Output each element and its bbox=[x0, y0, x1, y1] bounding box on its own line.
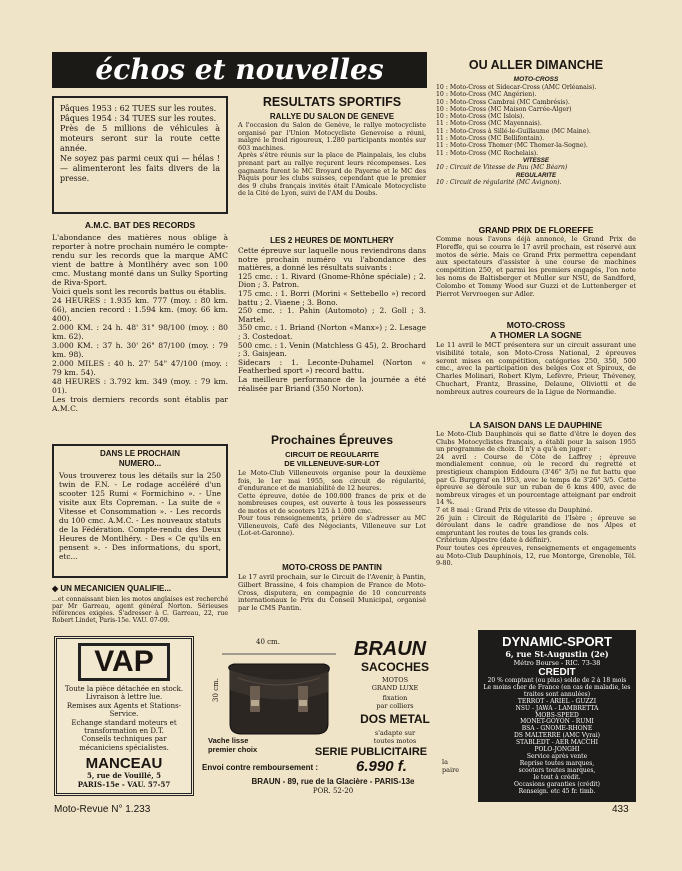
dauphine-heading: LA SAISON DANS LE DAUPHINE bbox=[469, 420, 603, 430]
thomer-text: Le 11 avril le MCT présentera sur un circuit assurant une visibilité totale, son Moto-Cross National, 2 épreuves seront mises en compétition, catégories 250, 350, 500 cmc., avec la participation des belges Cox et Spiroux, de Charles Molinari, Robert Klym, Lefèvre, Prieur, Théveney, Chuchart, Frantz, Brassine, Delaune, Oliviotti et de nombreux autres coureurs de la Ligue de Normandie. bbox=[436, 341, 636, 396]
mechanic-text: ...et connaissant bien les motos anglaises est recherché par Mr Garreau, agent général Norton. Sérieuses références exigées. S'adresser à C. Garreau, 22, rue Robert Lindet, Paris-15e. VAU. 07-09. bbox=[52, 596, 228, 624]
braun-price: 6.990 f. bbox=[356, 758, 407, 775]
list-item: 11 : Moto-Cross (MC Mayennais). bbox=[436, 120, 542, 128]
braun-sub: MOTOS GRAND LUXE bbox=[371, 676, 419, 692]
motocross-label: MOTO-CROSS bbox=[513, 76, 559, 83]
geneva-heading: RALLYE DU SALON DE GENEVE bbox=[269, 112, 395, 121]
dauphine-text: Le Moto-Club Dauphinois qui se flatte d'être le doyen des Clubs Motocyclistes français, a établi pour la saison 1955 un programme de choix. Il n'y a qu'à en juger : 24 avril : Course de Côte de Laffrey ; épreuve mondialement connue, où le record du regretté et prestigieux champion Eddoura (3'46" 3/5) ne fut battu que par G. Burggraf en 1953, avec le temps de 3'26" 3/5. Cette épreuve se déroule sur un ruban de 6 kms 400, avec de nombreux virages et un pourcentage atteignant par endroit 14 %. 7 et 8 mai : Grand Prix de vitesse du Dauphiné. 26 juin : Circuit de Régularité de l'Isère ; épreuve se déroulant dans le cadre grandiose de nos Alpes et empruntant les routes de tous les grands cols. Critérium Alpestre (date à définir). Pour toutes ces épreuves, renseignements et engagements au Moto-Club Dauphinois, 12, rue Montorge, Grenoble, Tél. 9-80. bbox=[436, 430, 636, 568]
villeneuve-heading: CIRCUIT DE REGULARITE DE VILLENEUVE-SUR-LOT bbox=[284, 450, 380, 468]
mechanic-heading: ◆ UN MECANICIEN QUALIFIE... bbox=[52, 584, 172, 593]
montlhery-text: Cette épreuve sur laquelle nous reviendrons dans notre prochain numéro vu l'abondance des matières, a donné les résultats suivants : 125 cmc. : 1. Rivard (Gnome-Rhône spéciale) ; 2. Dion ; 3. Patron. 175 cmc. : 1. Borri (Morini « Settebello ») record battu ; 2. Viaene ; 3. Bono. 250 cmc. : 1. Pahin (Automoto) ; 2. Goll ; 3. Martel. 350 cmc. : 1. Briand (Norton «Manx») ; 2. Lesage ; 3. Costedoat. 500 cmc. : 1. Venin (Matchless G 45), 2. Brochard ; 3. Gaisjean. Sidecars : 1. Leconte-Duhamel (Norton « Featherbed sport ») record battu. La meilleure performance de la journée a été réalisée par Briand (350 Norton). bbox=[238, 246, 426, 393]
vap-text: Toute la pièce détachée en stock. Livraison à lettre lue. Remises aux Agents et Stations-Service. Echange standard moteurs et transformation en D.T. Conseils techniques par mécaniciens spécialistes. bbox=[64, 685, 184, 752]
list-item: 10 : Moto-Cross (MC Angérien). bbox=[436, 91, 537, 99]
pantin-text: Le 17 avril prochain, sur le Circuit de l'Avenir, à Pantin, Gilbert Brassine, 4 fois champion de France de Moto-Cross, disputera, en compagnie de 10 concurrents internationaux le Prix du Conseil Municipal, organisé par le CMS Pantin. bbox=[238, 573, 426, 613]
braun-metal: DOS METAL bbox=[360, 712, 430, 726]
villeneuve-text: Le Moto-Club Villeneuvois organise pour la deuxième fois, le 1er mai 1955, son circuit de régularité, d'endurance et de maniabilité de 12 heures. Cette épreuve, dotée de 100.000 francs de prix et de nombreuses coupes, est ouverte à tous les possesseurs de motos et de scooters 125 à 1.000 cmc. Pour tous renseignements, prière de s'adresser au MC Villeneuvois, Café des Négociants, Villeneuve sur Lot (Lot-et-Garonne). bbox=[238, 469, 426, 537]
results-heading: RESULTATS SPORTIFS bbox=[262, 95, 402, 109]
dynamic-address: 6, rue St-Augustin (2e) bbox=[505, 649, 609, 659]
geneva-text: A l'occasion du Salon de Genève, le rallye motocycliste organisé par l'Union Motocycliste Genevoise a réuni, malgré le froid rigoureux, 1.280 participants montés sur 603 machines. Après s'être réunis sur la place de Plainpalais, les clubs prenant part au rallye reçurent leurs récompenses. Les gagnants furent le MC Broyard de Payerne et le MC des Pâquis pour les clubs suisses, cependant que le premier des 9 clubs français invités était l'Amicale Motocycliste de la Cité de Lyon, suivi de l'AM du Doubs. bbox=[238, 121, 426, 198]
braun-product: SACOCHES bbox=[360, 660, 429, 674]
list-item: 11 : Moto-Cross (MC Bellifontain). bbox=[436, 135, 545, 143]
section-banner: échos et nouvelles bbox=[52, 52, 427, 88]
next-issue-box bbox=[52, 444, 228, 578]
braun-dim-height: 30 cm. bbox=[211, 678, 220, 702]
list-item: 11 : Moto-Cross (MC Rochelais). bbox=[436, 149, 539, 157]
list-item: 11 : Moto-Cross Thomer (MC Thomer-la-Sogne). bbox=[436, 142, 588, 150]
floreffe-text: Comme nous l'avons déjà annoncé, le Grand Prix de Floreffe, qui se courra le 17 avril prochain, est réservé aux motos de série. Mais ce Grand Prix permettra cependant aux spectateurs d'assister à une course de machines compétition 250, et parmi les premiers engagés, l'on note les noms de Baltisberger et Muller sur NSU, de Sandford, Colombo et Tommy Wood sur Guzzi et de Luttenberger et Pierrot Vervroegen sur Adler. bbox=[436, 235, 636, 298]
dynamic-text: 20 % comptant (ou plus) solde de 2 à 18 mois Le moins cher de France (en cas de maladie, les traites sont annulées) TERROT - ARIEL - GUZZI NSU - JAWA - LAMBRETTA MOBS-SPEED MONET-GOYON - RUMI BSA - GNOME-RHONE DS MALTERRE (AMC Vyrai) STABLEDT - AER MACCHI POLO-JONGHI Service après vente Reprise toutes marques, scooters toutes marques, le tout à crédit. Occasions garanties (crédit) Renseign. etc 45 fr. timb. bbox=[483, 677, 631, 795]
braun-serie: SERIE PUBLICITAIRE bbox=[314, 746, 428, 758]
footer-page-number: 433 bbox=[612, 804, 629, 815]
dynamic-credit: CREDIT bbox=[538, 667, 576, 678]
braun-paire: la paire bbox=[442, 758, 460, 774]
montlhery-heading: LES 2 HEURES DE MONTLHERY bbox=[270, 236, 394, 245]
sunday-list bbox=[436, 84, 636, 186]
thomer-heading: MOTO-CROSS A THOMER LA SOGNE bbox=[490, 320, 582, 340]
list-item: 10 : Moto-Cross (MC Islois). bbox=[436, 113, 525, 121]
events-heading: Prochaines Épreuves bbox=[270, 433, 394, 447]
dynamic-sport-ad bbox=[478, 630, 636, 802]
braun-logo: BRAUN bbox=[353, 638, 427, 660]
list-item: 10 : Circuit de Vitesse de Pau (MC Béarn) bbox=[436, 164, 568, 172]
vap-ad bbox=[54, 636, 194, 796]
list-item: 10 : Moto-Cross Cambrai (MC Cambrésis). bbox=[436, 98, 570, 106]
dynamic-metro: Métro Bourse - RIC. 73-38 bbox=[513, 659, 601, 667]
braun-envoi: Envoi contre remboursement : bbox=[202, 763, 319, 772]
braun-phone: POR. 52-20 bbox=[312, 787, 354, 795]
vap-name: MANCEAU bbox=[85, 755, 163, 773]
braun-ad bbox=[198, 636, 466, 796]
safety-box bbox=[52, 96, 228, 214]
dynamic-logo: DYNAMIC-SPORT bbox=[502, 634, 612, 649]
saddlebag-illustration bbox=[220, 648, 338, 738]
amc-text: L'abondance des matières nous oblige à reporter à notre prochain numéro le compte-rendu sur les records que la marque AMC vient de battre à Montlhéry avec son 100 cmc. Mustang monté dans un Sulky Sporting de Riva-Sport. Voici quels sont les records battus ou établis. 24 HEURES : 1.935 km. 777 (moy. : 80 km. 66), ancien record : 1.594 km. (moy. 66 km. 400). 2.000 KM. : 24 h. 48' 31" 98/100 (moy. : 80 km. 62). 3.000 KM. : 37 h. 30' 26" 87/100 (moy. : 79 km. 98). 2.000 MILES : 40 h. 27' 54" 47/100 (moy. : 79 km. 54). 48 HEURES : 3.792 km. 349 (moy. : 79 km. 01). Les trois derniers records sont établis par A.M.C. bbox=[52, 233, 228, 413]
next-issue-text: Vous trouverez tous les détails sur la 250 twin de F.N. - Le rodage accéléré d'un scooter 125 Rumi « Formichino ». - Une visite aux Ets Copreman. - La suite de « Vitesse et Consommation ». - Les records du 100 cmc. A.M.C. - Les nouveaux statuts de la Fédération. Compte-rendu des Deux Heures de Montlhéry. - Des « Ce qu'ils en pensent ». - Des informations, du sport, etc... bbox=[59, 471, 221, 561]
floreffe-heading: GRAND PRIX DE FLOREFFE bbox=[478, 225, 594, 235]
sunday-heading: OU ALLER DIMANCHE bbox=[468, 58, 604, 72]
amc-heading: A.M.C. BAT DES RECORDS bbox=[84, 220, 196, 230]
list-item: 10 : Moto-Cross (MC Maison Carrée-Alger) bbox=[436, 105, 572, 113]
vap-address: 5, rue de Vouillé, 5 PARIS-15e - VAU. 57-57 bbox=[77, 771, 171, 789]
list-item: 10 : Moto-Cross et Sidecar-Cross (AMC Orléanais). bbox=[436, 84, 597, 91]
vap-logo: VAP bbox=[78, 643, 170, 681]
list-item: 10 : Circuit de régularité (MC Avignon). bbox=[436, 178, 562, 186]
list-item: 11 : Moto-Cross à Sillé-le-Guillaume (MC Maine). bbox=[436, 127, 591, 135]
regularite-label: REGULARITE bbox=[515, 171, 557, 179]
safety-text: Pâques 1953 : 62 TUES sur les routes. Pâques 1954 : 34 TUES sur les routes. Près de 5 millions de véhicules à moteurs seront sur la route cette année. Ne soyez pas parmi ceux qui — hélas ! — alimenteront les faits divers de la presse. bbox=[60, 104, 220, 183]
vitesse-label: VITESSE bbox=[522, 156, 550, 164]
braun-dim-width: 40 cm. bbox=[256, 638, 280, 646]
braun-adapt: s'adapte sur toutes motos bbox=[373, 729, 417, 745]
pantin-heading: MOTO-CROSS DE PANTIN bbox=[282, 563, 382, 572]
footer-issue: Moto-Revue N° 1.233 bbox=[54, 804, 151, 815]
braun-fix: fixation par colliers bbox=[376, 694, 414, 710]
braun-address: BRAUN - 89, rue de la Glacière - PARIS-13e bbox=[251, 777, 415, 786]
next-issue-heading: DANS LE PROCHAIN NUMERO... bbox=[99, 449, 180, 468]
braun-leather: Vache lisse premier choix bbox=[208, 736, 258, 754]
